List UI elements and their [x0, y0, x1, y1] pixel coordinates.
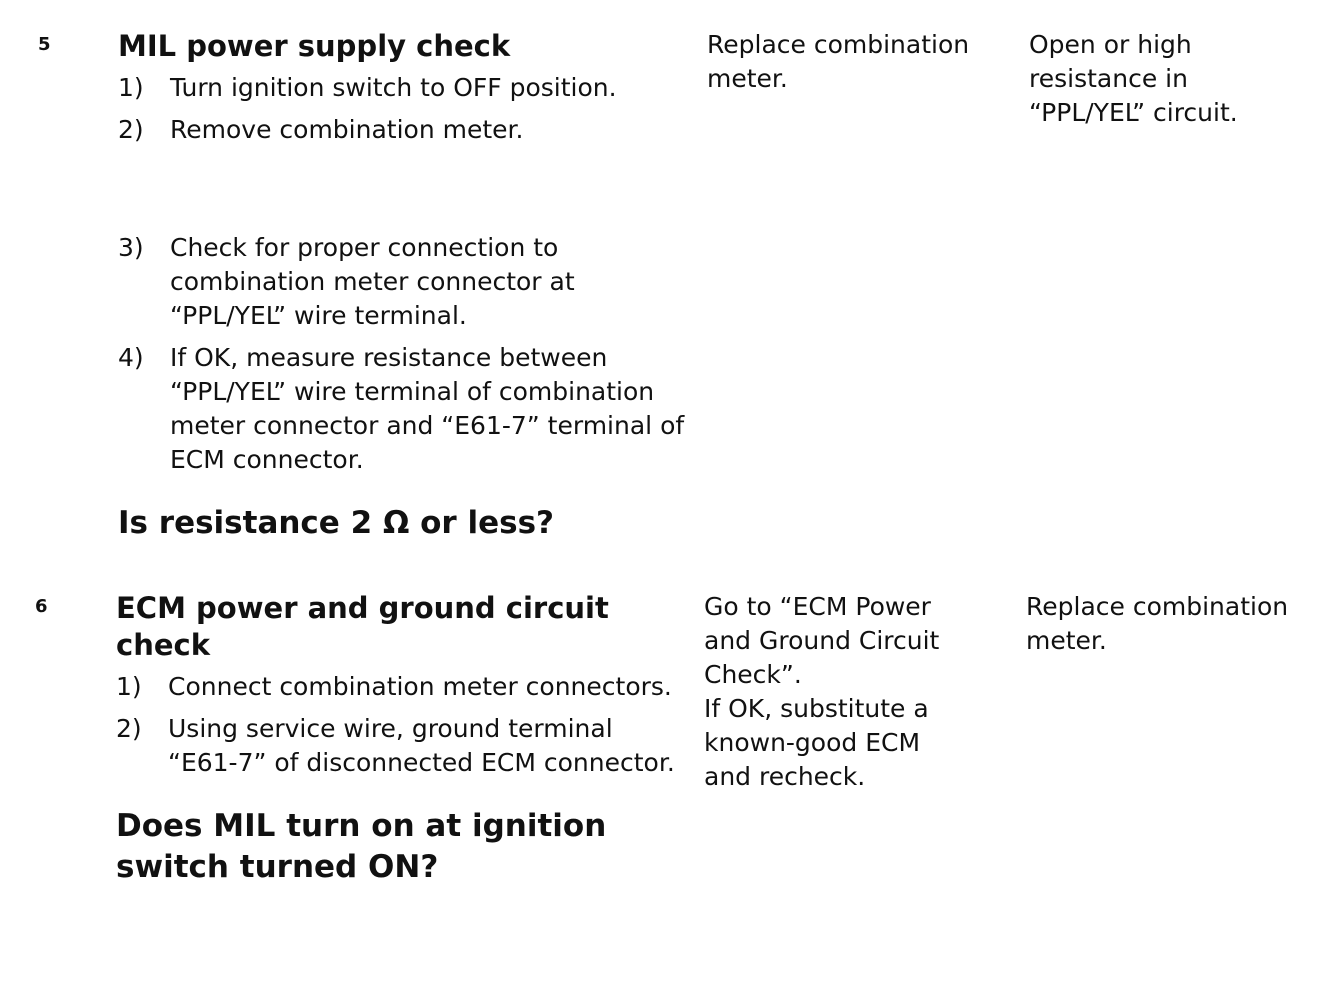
no-line: resistance in — [1029, 64, 1188, 93]
step-title: ECM power and ground circuit check — [116, 591, 609, 662]
yes-line: meter. — [707, 64, 788, 93]
step-list — [116, 670, 686, 780]
yes-line: Check”. — [704, 660, 802, 689]
yes-result-cell — [704, 590, 1004, 794]
yes-line: and Ground Circuit — [704, 626, 940, 655]
step-index: 1) — [118, 73, 144, 102]
step-text: Turn ignition switch to OFF position. — [170, 73, 617, 102]
list-item — [118, 113, 688, 147]
step-title: MIL power supply check — [118, 29, 511, 63]
no-line: Replace combination — [1026, 592, 1289, 621]
yes-line: and recheck. — [704, 762, 866, 791]
no-line: “PPL/YEL” circuit. — [1029, 98, 1238, 127]
no-result-cell — [1029, 28, 1329, 130]
step-row-5 — [0, 28, 1344, 568]
list-item — [116, 712, 686, 780]
list-item — [116, 670, 686, 704]
yes-line: If OK, substitute a — [704, 694, 929, 723]
step-index: 1) — [116, 672, 142, 701]
list-item — [118, 231, 688, 333]
step-number: 6 — [35, 596, 48, 617]
yes-line: known-good ECM — [704, 728, 921, 757]
yes-result-cell — [707, 28, 1007, 96]
step-index: 2) — [118, 115, 144, 144]
action-column — [116, 590, 686, 888]
yes-line: Go to “ECM Power — [704, 592, 931, 621]
step-row-6 — [0, 590, 1344, 990]
no-line: meter. — [1026, 626, 1107, 655]
step-text: If OK, measure resistance between “PPL/YEL” wire terminal of combination meter connector and “E61-7” terminal of ECM connector. — [170, 343, 685, 474]
list-item — [118, 71, 688, 105]
step-question: Does MIL turn on at ignition switch turned ON? — [116, 808, 607, 885]
step-index: 3) — [118, 233, 144, 262]
step-number: 5 — [38, 34, 51, 55]
action-column — [118, 28, 688, 544]
step-text: Check for proper connection to combination meter connector at “PPL/YEL” wire terminal. — [170, 233, 575, 330]
step-list — [118, 71, 688, 477]
step-text: Connect combination meter connectors. — [168, 672, 672, 701]
step-question: Is resistance 2 Ω or less? — [118, 505, 555, 541]
list-item — [118, 341, 688, 477]
no-result-cell — [1026, 590, 1336, 658]
step-index: 4) — [118, 343, 144, 372]
step-text: Using service wire, ground terminal “E61-7” of disconnected ECM connector. — [168, 714, 675, 777]
step-index: 2) — [116, 714, 142, 743]
step-text: Remove combination meter. — [170, 115, 524, 144]
no-line: Open or high — [1029, 30, 1192, 59]
yes-line: Replace combination — [707, 30, 970, 59]
